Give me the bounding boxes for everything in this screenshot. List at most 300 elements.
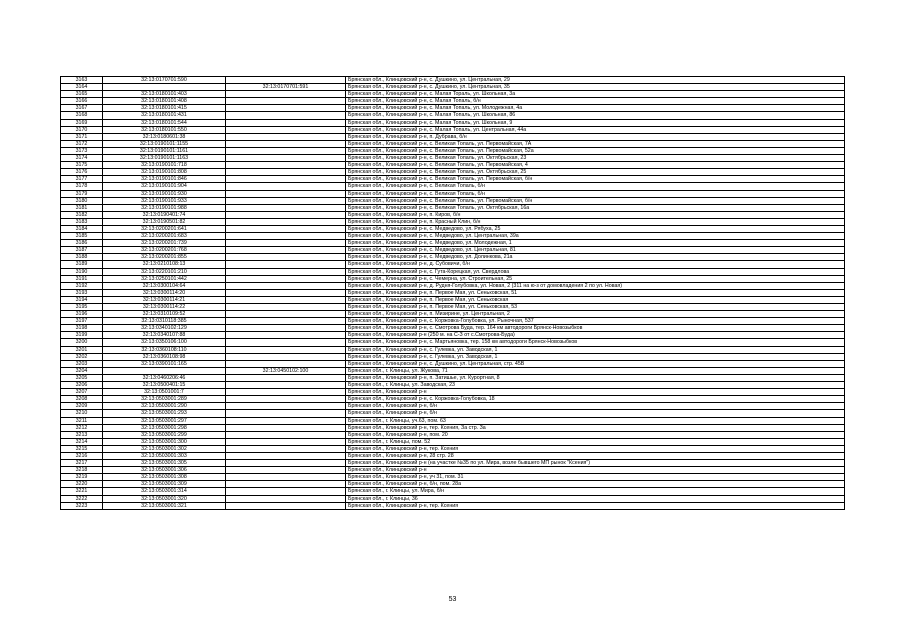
address-cell: Брянская обл., Клинцовский р-н, с. Малая Топаль, ул. Школьная, 9 (346, 119, 845, 126)
parent-cadastral-cell (226, 275, 346, 282)
address-cell: Брянская обл., Клинцовский р-н, уч 31, пом. 31 (346, 474, 845, 481)
row-number-cell: 3201 (61, 346, 103, 353)
address-cell: Брянская обл., Клинцовский р-н, с. Великая Топаль, ул. Первомайская, 7А (346, 140, 845, 147)
address-cell: Брянская обл., Клинцовский р-н, б/н (346, 403, 845, 410)
address-cell: Брянская обл., Клинцовский р-н, с. Медведово, ул. Центральная, 81 (346, 247, 845, 254)
row-number-cell: 3194 (61, 296, 103, 303)
parent-cadastral-cell (226, 289, 346, 296)
table-row (61, 452, 845, 459)
parent-cadastral-cell (226, 304, 346, 311)
table-row (61, 77, 845, 84)
cadastral-number-cell: 32:13:0180101:550 (103, 126, 226, 133)
parent-cadastral-cell: 32:13:0450102:100 (226, 367, 346, 374)
address-cell: Брянская обл., г. Клинцы, ул. Мира, б/н (346, 488, 845, 495)
row-number-cell: 3183 (61, 218, 103, 225)
cadastral-number-cell: 32:13:0460206:46 (103, 374, 226, 381)
parent-cadastral-cell (226, 481, 346, 488)
table-row (61, 289, 845, 296)
row-number-cell: 3207 (61, 389, 103, 396)
cadastral-number-cell: 32:13:0250101:442 (103, 275, 226, 282)
parent-cadastral-cell (226, 204, 346, 211)
address-cell: Брянская обл., Клинцовский р-н, с. Великая Топаль, ул. Октябрьская, 25 (346, 169, 845, 176)
parent-cadastral-cell (226, 218, 346, 225)
cadastral-number-cell: 32:13:0210108:13 (103, 261, 226, 268)
row-number-cell: 3170 (61, 126, 103, 133)
cadastral-number-cell: 32:13:0500401:15 (103, 382, 226, 389)
cadastral-number-cell: 32:13:0503001:303 (103, 452, 226, 459)
row-number-cell: 3221 (61, 488, 103, 495)
cadastral-number-cell: 32:13:0180101:544 (103, 119, 226, 126)
parent-cadastral-cell (226, 169, 346, 176)
address-cell: Брянская обл., Клинцовский р-н, п. Дубрава, б/н (346, 133, 845, 140)
table-row (61, 474, 845, 481)
address-cell: Брянская обл., Клинцовский р-н, с. Смотрова Буда, тер. 164 км автодороги Брянск-Новозыбков (346, 325, 845, 332)
cadastral-number-cell: 32:13:0180601:38 (103, 133, 226, 140)
row-number-cell: 3186 (61, 240, 103, 247)
table-row (61, 502, 845, 509)
cadastral-number-cell: 32:13:0503001:302 (103, 445, 226, 452)
address-cell: Брянская обл., Клинцовский р-н, с. Малая Топаль, б/н (346, 98, 845, 105)
cadastral-number-cell: 32:13:0360108:110 (103, 346, 226, 353)
row-number-cell: 3193 (61, 289, 103, 296)
parent-cadastral-cell (226, 98, 346, 105)
row-number-cell: 3220 (61, 481, 103, 488)
parent-cadastral-cell (226, 254, 346, 261)
row-number-cell: 3214 (61, 438, 103, 445)
address-cell: Брянская обл., Клинцовский р-н, п. Первое Мая, ул. Сеньковская, 53 (346, 304, 845, 311)
address-cell: Брянская обл., г. Клинцы, уч.63, пом. 63 (346, 417, 845, 424)
parent-cadastral-cell: 32:13:0170701:591 (226, 84, 346, 91)
parent-cadastral-cell (226, 77, 346, 84)
table-row (61, 254, 845, 261)
address-cell: Брянская обл., Клинцовский р-н, с. Гулевка, ул. Заводская, 1 (346, 353, 845, 360)
cadastral-number-cell: 32:13:0503001:290 (103, 403, 226, 410)
row-number-cell: 3195 (61, 304, 103, 311)
address-cell: Брянская обл., Клинцовский р-н, д. Рудня-Голубовка, ул. Новая, 2 (311 на ю-з от домовладения 2 по ул. Новая) (346, 282, 845, 289)
table-row (61, 211, 845, 218)
row-number-cell: 3176 (61, 169, 103, 176)
cadastral-number-cell: 32:13:0503001:321 (103, 502, 226, 509)
row-number-cell: 3218 (61, 467, 103, 474)
cadastral-number-cell: 32:13:0503001:314 (103, 488, 226, 495)
cadastral-number-cell: 32:13:0503001:300 (103, 438, 226, 445)
row-number-cell: 3189 (61, 261, 103, 268)
parent-cadastral-cell (226, 190, 346, 197)
row-number-cell: 3166 (61, 98, 103, 105)
address-cell: Брянская обл., Клинцовский р-н, с. Душкино, ул. Центральная, 29 (346, 77, 845, 84)
address-cell: Брянская обл., Клинцовский р-н, тер. Ксения (346, 445, 845, 452)
cadastral-number-cell: 32:13:0200201:739 (103, 240, 226, 247)
row-number-cell: 3216 (61, 452, 103, 459)
table-row (61, 481, 845, 488)
row-number-cell: 3196 (61, 311, 103, 318)
table-row (61, 339, 845, 346)
row-number-cell: 3192 (61, 282, 103, 289)
address-cell: Брянская обл., Клинцовский р-н, с. Великая Топаль, б/н (346, 190, 845, 197)
table-row (61, 162, 845, 169)
table-row (61, 218, 845, 225)
row-number-cell: 3205 (61, 374, 103, 381)
document-sheet (60, 76, 844, 510)
table-row (61, 119, 845, 126)
address-cell: Брянская обл., Клинцовский р-н, с. Великая Топаль, ул. Первомайская, 4 (346, 162, 845, 169)
row-number-cell: 3188 (61, 254, 103, 261)
address-cell: Брянская обл., Клинцовский р-н, п. Первое Мая, ул. Сеньковская (346, 296, 845, 303)
row-number-cell: 3215 (61, 445, 103, 452)
table-row (61, 268, 845, 275)
cadastral-number-cell: 32:13:0190101:933 (103, 197, 226, 204)
cadastral-number-cell: 32:13:0310118:385 (103, 318, 226, 325)
row-number-cell: 3208 (61, 396, 103, 403)
parent-cadastral-cell (226, 488, 346, 495)
row-number-cell: 3171 (61, 133, 103, 140)
address-cell: Брянская обл., Клинцовский р-н, 28 стр. 28 (346, 452, 845, 459)
table-row (61, 367, 845, 374)
parent-cadastral-cell (226, 417, 346, 424)
address-cell: Брянская обл., Клинцовский р-н (346, 389, 845, 396)
address-cell: Брянская обл., Клинцовский р-н, д. Субовичи, б/н (346, 261, 845, 268)
table-row (61, 275, 845, 282)
row-number-cell: 3180 (61, 197, 103, 204)
parent-cadastral-cell (226, 247, 346, 254)
row-number-cell: 3191 (61, 275, 103, 282)
parent-cadastral-cell (226, 374, 346, 381)
row-number-cell: 3212 (61, 424, 103, 431)
page-number: 53 (448, 596, 457, 603)
cadastral-number-cell: 32:13:0190401:74 (103, 211, 226, 218)
cadastral-number-cell: 32:13:0190101:718 (103, 162, 226, 169)
parent-cadastral-cell (226, 268, 346, 275)
parent-cadastral-cell (226, 162, 346, 169)
table-row (61, 431, 845, 438)
parent-cadastral-cell (226, 382, 346, 389)
parent-cadastral-cell (226, 410, 346, 417)
address-cell: Брянская обл., Клинцовский р-н, п. Красный Клин, б/н (346, 218, 845, 225)
parent-cadastral-cell (226, 140, 346, 147)
cadastral-number-cell: 32:13:0503001:309 (103, 481, 226, 488)
parent-cadastral-cell (226, 240, 346, 247)
table-row (61, 382, 845, 389)
address-cell: Брянская обл., Клинцовский р-н, с. Душкино, ул. Центральная, стр. 45В (346, 360, 845, 367)
address-cell: Брянская обл., Клинцовский р-н, с. Чемерна, ул. Строительная, 25 (346, 275, 845, 282)
cadastral-number-cell (103, 84, 226, 91)
cadastral-number-cell: 32:13:0190101:846 (103, 176, 226, 183)
parent-cadastral-cell (226, 431, 346, 438)
row-number-cell: 3223 (61, 502, 103, 509)
cadastral-number-cell: 32:13:0180101:431 (103, 112, 226, 119)
row-number-cell: 3182 (61, 211, 103, 218)
table-row (61, 133, 845, 140)
table-row (61, 225, 845, 232)
address-cell: Брянская обл., Клинцовский р-н, с. Малая Топаль, ул. Центральная, 44а (346, 126, 845, 133)
table-row (61, 410, 845, 417)
cadastral-number-cell: 32:13:0503001:289 (103, 396, 226, 403)
row-number-cell: 3197 (61, 318, 103, 325)
table-row (61, 495, 845, 502)
cadastral-number-cell: 32:13:0180101:408 (103, 98, 226, 105)
row-number-cell: 3177 (61, 176, 103, 183)
cadastral-number-cell: 32:13:0310109:52 (103, 311, 226, 318)
table-row (61, 424, 845, 431)
cadastral-number-cell: 32:13:0501001:7 (103, 389, 226, 396)
row-number-cell: 3173 (61, 147, 103, 154)
cadastral-number-cell: 32:13:0190101:808 (103, 169, 226, 176)
parent-cadastral-cell (226, 261, 346, 268)
address-cell: Брянская обл., Клинцовский р-н, с. Малая Топаль, ул. Школьная, 86 (346, 112, 845, 119)
table-row (61, 389, 845, 396)
cadastral-number-cell: 32:13:0340107:88 (103, 332, 226, 339)
row-number-cell: 3222 (61, 495, 103, 502)
parent-cadastral-cell (226, 155, 346, 162)
table-row (61, 445, 845, 452)
row-number-cell: 3165 (61, 91, 103, 98)
row-number-cell: 3169 (61, 119, 103, 126)
parent-cadastral-cell (226, 495, 346, 502)
parent-cadastral-cell (226, 389, 346, 396)
row-number-cell: 3203 (61, 360, 103, 367)
cadastral-number-cell: 32:13:0190101:1155 (103, 140, 226, 147)
cadastral-number-cell: 32:13:0300114:20 (103, 289, 226, 296)
parent-cadastral-cell (226, 282, 346, 289)
cadastral-number-cell: 32:13:0190101:1163 (103, 155, 226, 162)
address-cell: Брянская обл., Клинцовский р-н, тер. Ксения, За стр. За (346, 424, 845, 431)
table-row (61, 240, 845, 247)
parent-cadastral-cell (226, 91, 346, 98)
parent-cadastral-cell (226, 147, 346, 154)
row-number-cell: 3200 (61, 339, 103, 346)
address-cell: Брянская обл., Клинцовский р-н (250 м. на С-З от с.Смотрова-Буда) (346, 332, 845, 339)
parent-cadastral-cell (226, 296, 346, 303)
row-number-cell: 3172 (61, 140, 103, 147)
row-number-cell: 3181 (61, 204, 103, 211)
cadastral-number-cell: 32:13:0503001:299 (103, 431, 226, 438)
cadastral-number-cell: 32:13:0360108:98 (103, 353, 226, 360)
parent-cadastral-cell (226, 133, 346, 140)
row-number-cell: 3211 (61, 417, 103, 424)
table-row (61, 98, 845, 105)
cadastral-number-cell: 32:13:0300114:22 (103, 304, 226, 311)
address-cell: Брянская обл., Клинцовский р-н, п. Киров, б/н (346, 211, 845, 218)
table-row (61, 105, 845, 112)
address-cell: Брянская обл., Клинцовский р-н, с. Коржовка-Голубовка, ул. Рыночная, 537 (346, 318, 845, 325)
address-cell: Брянская обл., Клинцовский р-н, с. Малая Топаль, ул. Молодежная, 4а (346, 105, 845, 112)
address-cell: Брянская обл., Клинцовский р-н, п. Затишье, ул. Курортная, 8 (346, 374, 845, 381)
table-row (61, 169, 845, 176)
table-row (61, 140, 845, 147)
row-number-cell: 3174 (61, 155, 103, 162)
parent-cadastral-cell (226, 339, 346, 346)
table-row (61, 247, 845, 254)
parent-cadastral-cell (226, 183, 346, 190)
row-number-cell: 3184 (61, 225, 103, 232)
address-cell: Брянская обл., г. Клинцы, ул. Жукова, 71 (346, 367, 845, 374)
cadastral-number-cell: 32:13:0503001:308 (103, 474, 226, 481)
parent-cadastral-cell (226, 225, 346, 232)
table-row (61, 332, 845, 339)
parent-cadastral-cell (226, 353, 346, 360)
cadastral-number-cell (103, 367, 226, 374)
address-cell: Брянская обл., Клинцовский р-н, с. Медведово, ул. Центральная, 39а (346, 233, 845, 240)
row-number-cell: 3199 (61, 332, 103, 339)
address-cell: Брянская обл., Клинцовский р-н, с. Мартьяновка, тер. 158 км автодороги Брянск-Новозыбков (346, 339, 845, 346)
row-number-cell: 3168 (61, 112, 103, 119)
cadastral-number-cell: 32:13:0220101:210 (103, 268, 226, 275)
table-row (61, 155, 845, 162)
address-cell: Брянская обл., Клинцовский р-н, с. Малая Topaль, ул. Школьная, 3а (346, 91, 845, 98)
row-number-cell: 3206 (61, 382, 103, 389)
parent-cadastral-cell (226, 424, 346, 431)
parent-cadastral-cell (226, 346, 346, 353)
address-cell: Брянская обл., Клинцовский р-н, пом. 20 (346, 431, 845, 438)
table-row (61, 197, 845, 204)
cadastral-number-cell: 32:13:0200201:768 (103, 247, 226, 254)
cadastral-number-cell: 32:13:0190101:1161 (103, 147, 226, 154)
table-row (61, 296, 845, 303)
parent-cadastral-cell (226, 360, 346, 367)
table-row (61, 311, 845, 318)
table-row (61, 147, 845, 154)
table-row (61, 396, 845, 403)
address-cell: Брянская обл., Клинцовский р-н, с. Гута-Корецкая, ул. Свердлова (346, 268, 845, 275)
table-row (61, 84, 845, 91)
address-cell: Брянская обл., Клинцовский р-н, п. Мизирине, ул. Центральная, 2 (346, 311, 845, 318)
table-row (61, 374, 845, 381)
parent-cadastral-cell (226, 211, 346, 218)
row-number-cell: 3178 (61, 183, 103, 190)
cadastral-number-cell: 32:13:0300104:64 (103, 282, 226, 289)
cadastral-number-cell: 32:13:0190101:930 (103, 190, 226, 197)
parent-cadastral-cell (226, 438, 346, 445)
table-row (61, 488, 845, 495)
address-cell: Брянская обл., Клинцовский р-н, п. Первое Мая, ул. Сеньковская, 51 (346, 289, 845, 296)
parent-cadastral-cell (226, 112, 346, 119)
address-cell: Брянская обл., Клинцовский р-н, б/н, пом. 28а (346, 481, 845, 488)
cadastral-number-cell: 32:13:0340102:129 (103, 325, 226, 332)
table-row (61, 112, 845, 119)
table-row (61, 183, 845, 190)
parent-cadastral-cell (226, 502, 346, 509)
table-row (61, 467, 845, 474)
address-cell: Брянская обл., г. Клинцы, пом. 52 (346, 438, 845, 445)
register-table (60, 76, 845, 510)
parent-cadastral-cell (226, 197, 346, 204)
address-cell: Брянская обл., г. Клинцы, 36 (346, 495, 845, 502)
cadastral-number-cell: 32:13:0180101:415 (103, 105, 226, 112)
cadastral-number-cell: 32:13:0503001:320 (103, 495, 226, 502)
address-cell: Брянская обл., Клинцовский р-н (на участке №35 по ул. Мира, возле бывшего МП рынок "Ксения") (346, 460, 845, 467)
parent-cadastral-cell (226, 452, 346, 459)
cadastral-number-cell: 32:13:0503001:293 (103, 410, 226, 417)
row-number-cell: 3167 (61, 105, 103, 112)
address-cell: Брянская обл., Клинцовский р-н, тер. Ксения (346, 502, 845, 509)
parent-cadastral-cell (226, 460, 346, 467)
table-row (61, 233, 845, 240)
parent-cadastral-cell (226, 311, 346, 318)
address-cell: Брянская обл., Клинцовский р-н, с. Медведово, ул. Долинкова, 21а (346, 254, 845, 261)
address-cell: Брянская обл., Клинцовский р-н, с. Великая Топаль, ул. Октябрьская, 23 (346, 155, 845, 162)
address-cell: Брянская обл., г. Клинцы, ул. Заводская, 23 (346, 382, 845, 389)
address-cell: Брянская обл., Клинцовский р-н (346, 467, 845, 474)
row-number-cell: 3190 (61, 268, 103, 275)
register-table-body (61, 77, 845, 510)
row-number-cell: 3164 (61, 84, 103, 91)
table-row (61, 304, 845, 311)
parent-cadastral-cell (226, 318, 346, 325)
address-cell: Брянская обл., Клинцовский р-н, с. Великая Топаль, ул. Первомайская, 52а (346, 147, 845, 154)
address-cell: Брянская обл., Клинцовский р-н, с. Великая Топаль, ул. Первомайская, б/н (346, 176, 845, 183)
cadastral-number-cell: 32:13:0190501:82 (103, 218, 226, 225)
cadastral-number-cell: 32:13:0503001:298 (103, 424, 226, 431)
cadastral-number-cell: 32:13:0503001:306 (103, 467, 226, 474)
address-cell: Брянская обл., Клинцовский р-н, с. Душкино, ул. Центральная, 35 (346, 84, 845, 91)
cadastral-number-cell: 32:13:0503001:305 (103, 460, 226, 467)
parent-cadastral-cell (226, 119, 346, 126)
row-number-cell: 3179 (61, 190, 103, 197)
row-number-cell: 3187 (61, 247, 103, 254)
table-row (61, 190, 845, 197)
table-row (61, 318, 845, 325)
row-number-cell: 3204 (61, 367, 103, 374)
cadastral-number-cell: 32:13:0190101:988 (103, 204, 226, 211)
parent-cadastral-cell (226, 105, 346, 112)
table-row (61, 346, 845, 353)
row-number-cell: 3175 (61, 162, 103, 169)
address-cell: Брянская обл., Клинцовский р-н, с. Великая Топаль, ул. Первомайская, б/н (346, 197, 845, 204)
row-number-cell: 3210 (61, 410, 103, 417)
parent-cadastral-cell (226, 474, 346, 481)
table-row (61, 403, 845, 410)
address-cell: Брянская обл., Клинцовский р-н, с. Великая Топаль, ул. Октябрьская, 16а (346, 204, 845, 211)
row-number-cell: 3185 (61, 233, 103, 240)
row-number-cell: 3217 (61, 460, 103, 467)
cadastral-number-cell: 32:13:0300114:21 (103, 296, 226, 303)
parent-cadastral-cell (226, 332, 346, 339)
row-number-cell: 3219 (61, 474, 103, 481)
table-row (61, 176, 845, 183)
row-number-cell: 3163 (61, 77, 103, 84)
address-cell: Брянская обл., Клинцовский р-н, б/н (346, 410, 845, 417)
parent-cadastral-cell (226, 403, 346, 410)
table-row (61, 353, 845, 360)
table-row (61, 325, 845, 332)
table-row (61, 261, 845, 268)
table-row (61, 360, 845, 367)
address-cell: Брянская обл., Клинцовский р-н, с. Великая Топаль, б/н (346, 183, 845, 190)
cadastral-number-cell: 32:13:0190101:904 (103, 183, 226, 190)
cadastral-number-cell: 32:13:0390101:165 (103, 360, 226, 367)
table-row (61, 460, 845, 467)
address-cell: Брянская обл., Клинцовский р-н, с. Гулевка, ул. Заводская, 1 (346, 346, 845, 353)
parent-cadastral-cell (226, 467, 346, 474)
table-row (61, 91, 845, 98)
parent-cadastral-cell (226, 176, 346, 183)
address-cell: Брянская обл., Клинцовский р-н, с. Медведово, ул. Молодежная, 1 (346, 240, 845, 247)
row-number-cell: 3202 (61, 353, 103, 360)
table-row (61, 204, 845, 211)
parent-cadastral-cell (226, 325, 346, 332)
table-row (61, 126, 845, 133)
parent-cadastral-cell (226, 396, 346, 403)
row-number-cell: 3209 (61, 403, 103, 410)
address-cell: Брянская обл., Клинцовский р-н, с. Медведово, ул. Рябуха, 25 (346, 225, 845, 232)
parent-cadastral-cell (226, 126, 346, 133)
cadastral-number-cell: 32:13:0180101:403 (103, 91, 226, 98)
address-cell: Брянская обл., Клинцовский р-н, с. Коржовка-Голубовка, 18 (346, 396, 845, 403)
table-row (61, 417, 845, 424)
parent-cadastral-cell (226, 445, 346, 452)
row-number-cell: 3213 (61, 431, 103, 438)
cadastral-number-cell: 32:13:0200201:683 (103, 233, 226, 240)
